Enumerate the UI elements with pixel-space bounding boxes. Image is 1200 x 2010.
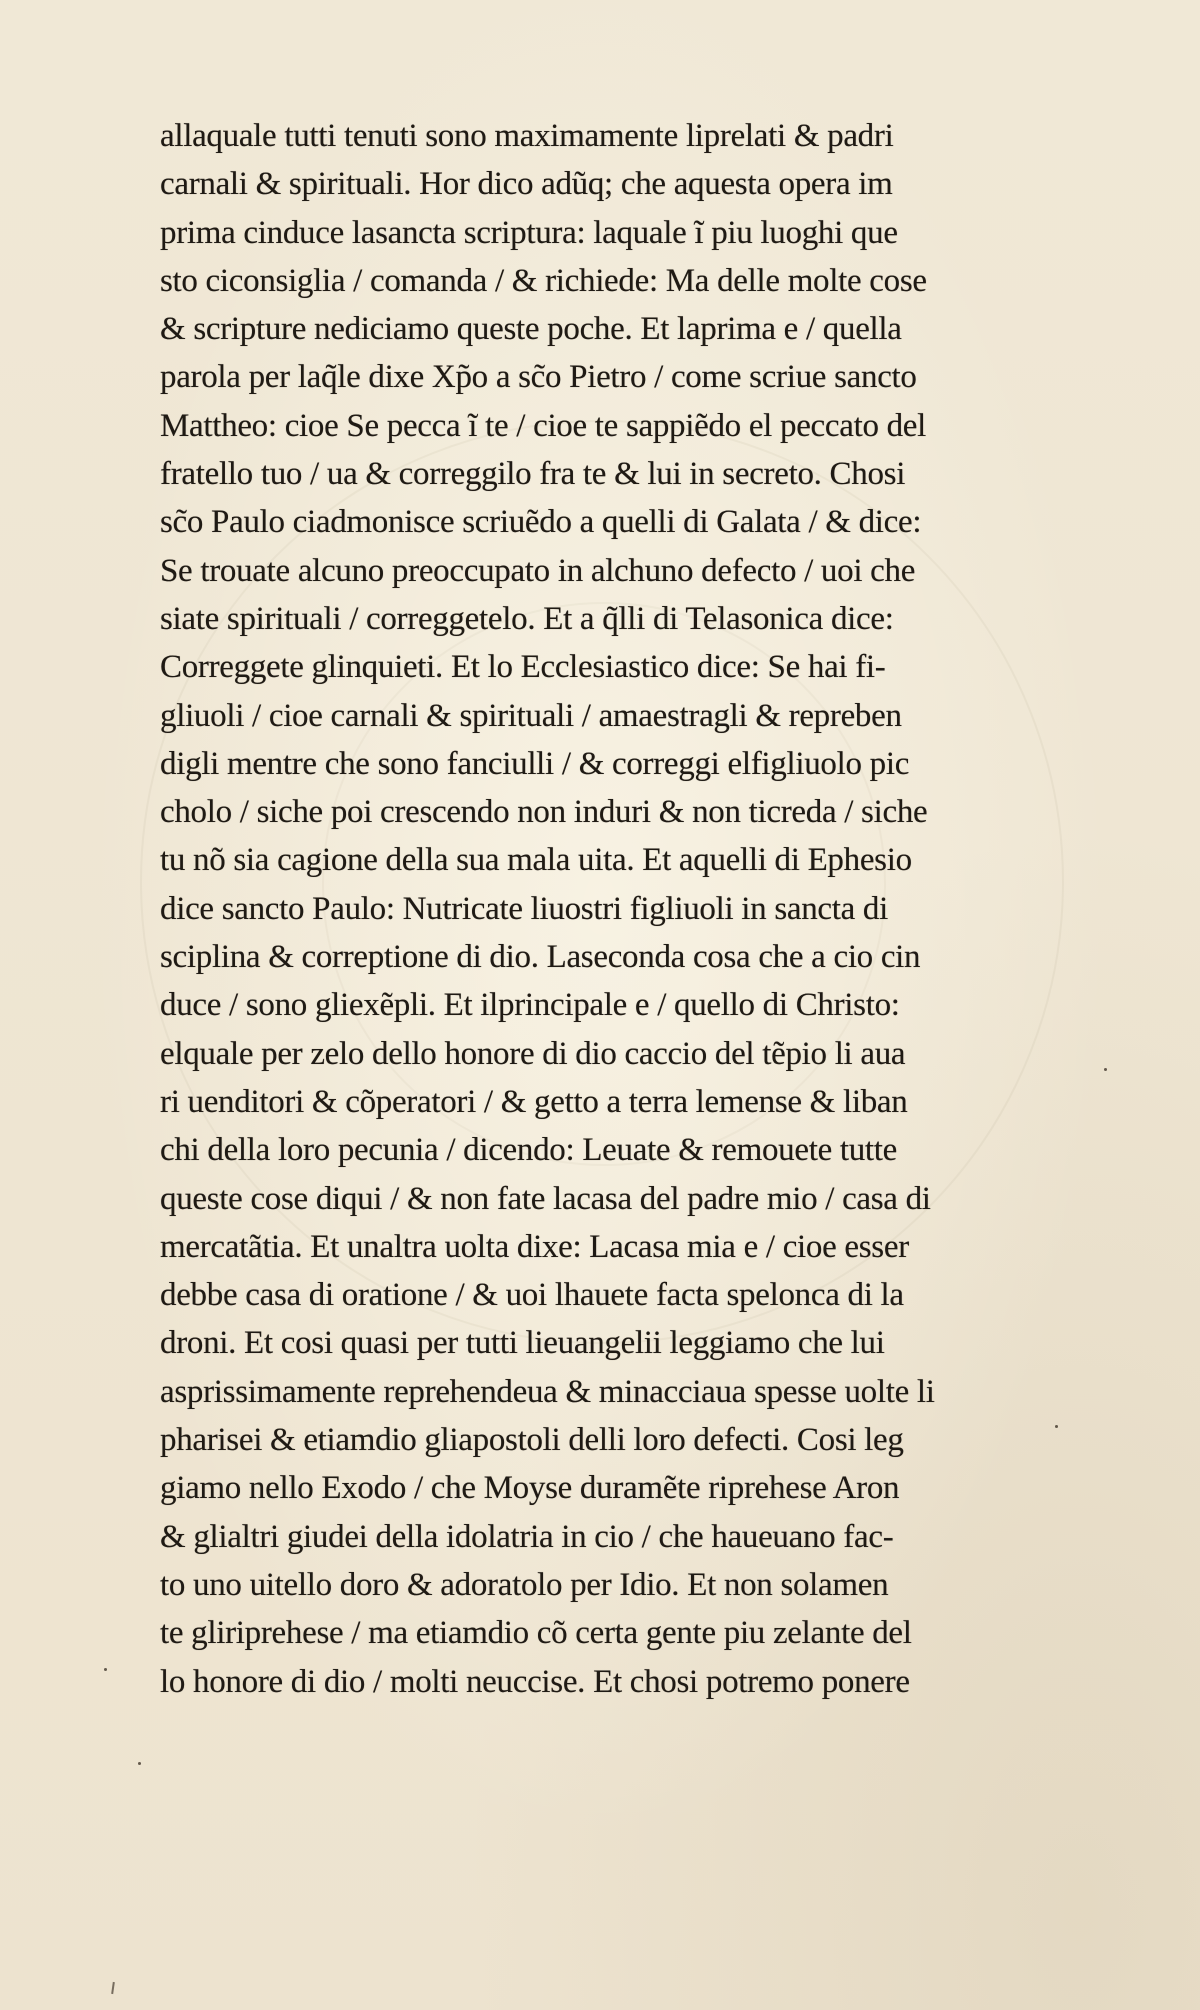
text-line: asprissimamente reprehendeua & minacciaua spesse uolte li bbox=[160, 1373, 935, 1410]
ink-speck bbox=[138, 1762, 141, 1765]
text-line: sc̃o Paulo ciadmonisce scriuẽdo a quelli di Galata / & dice: bbox=[160, 504, 922, 541]
text-line: pharisei & etiamdio gliapostoli delli loro defecti. Cosi leg bbox=[160, 1422, 904, 1459]
text-line: sciplina & correptione di dio. Laseconda cosa che a cio cin bbox=[160, 939, 921, 976]
text-line: Se trouate alcuno preoccupato in alchuno defecto / uoi che bbox=[160, 552, 916, 589]
text-line: Mattheo: cioe Se pecca ĩ te / cioe te sappiẽdo el peccato del bbox=[160, 407, 927, 444]
text-line: fratello tuo / ua & correggilo fra te & lui in secreto. Chosi bbox=[160, 456, 906, 493]
text-line: queste cose diqui / & non fate lacasa del padre mio / casa di bbox=[160, 1180, 931, 1217]
text-line: tu nõ sia cagione della sua mala uita. Et aquelli di Ephesio bbox=[160, 842, 912, 879]
text-line: to uno uitello doro & adoratolo per Idio. Et non solamen bbox=[160, 1566, 889, 1603]
text-line: dice sancto Paulo: Nutricate liuostri figliuoli in sancta di bbox=[160, 890, 888, 927]
text-line: carnali & spirituali. Hor dico adũq; che aquesta opera im bbox=[160, 166, 893, 203]
text-line: parola per laq̃le dixe Xp̃o a sc̃o Pietro / come scriue sancto bbox=[160, 359, 917, 396]
text-line: digli mentre che sono fanciulli / & correggi elfigliuolo pic bbox=[160, 745, 910, 782]
ink-speck bbox=[1104, 1068, 1107, 1071]
text-line: lo honore di dio / molti neuccise. Et chosi potremo ponere bbox=[160, 1663, 910, 1700]
ink-speck bbox=[104, 1668, 107, 1671]
text-line: allaquale tutti tenuti sono maximamente liprelati & padri bbox=[160, 118, 894, 154]
text-line: chi della loro pecunia / dicendo: Leuate & remouete tutte bbox=[160, 1132, 898, 1169]
text-line: prima cinduce lasancta scriptura: laquale ĩ piu luoghi que bbox=[160, 214, 898, 251]
text-line: gliuoli / cioe carnali & spirituali / amaestragli & repreben bbox=[160, 697, 902, 734]
text-line: & glialtri giudei della idolatria in cio / che haueuano fac- bbox=[160, 1518, 894, 1555]
text-line: droni. Et cosi quasi per tutti lieuangelii leggiamo che lui bbox=[160, 1325, 885, 1362]
text-line: siate spirituali / correggetelo. Et a q̃lli di Telasonica dice: bbox=[160, 600, 894, 637]
text-line: duce / sono gliexẽpli. Et ilprincipale e / quello di Christo: bbox=[160, 987, 900, 1024]
text-line: giamo nello Exodo / che Moyse duramẽte riprehese Aron bbox=[160, 1470, 900, 1507]
text-line: ri uenditori & cõperatori / & getto a terra lemense & liban bbox=[160, 1083, 908, 1120]
ink-mark bbox=[111, 1982, 115, 1994]
ink-speck bbox=[1055, 1425, 1058, 1428]
text-line: elquale per zelo dello honore di dio caccio del tẽpio li aua bbox=[160, 1035, 906, 1072]
text-line: & scripture nediciamo queste poche. Et laprima e / quella bbox=[160, 311, 902, 348]
text-line: Correggete glinquieti. Et lo Ecclesiastico dice: Se hai fi- bbox=[160, 649, 886, 686]
text-line: mercatãtia. Et unaltra uolta dixe: Lacasa mia e / cioe esser bbox=[160, 1228, 909, 1265]
text-line: cholo / siche poi crescendo non induri & non ticreda / siche bbox=[160, 794, 928, 831]
text-block bbox=[160, 112, 1080, 1706]
text-line: sto ciconsiglia / comanda / & richiede: Ma delle molte cose bbox=[160, 262, 927, 299]
text-line: te gliriprehese / ma etiamdio cõ certa gente piu zelante del bbox=[160, 1615, 912, 1652]
text-line: debbe casa di oratione / & uoi lhauete facta spelonca di la bbox=[160, 1277, 904, 1314]
